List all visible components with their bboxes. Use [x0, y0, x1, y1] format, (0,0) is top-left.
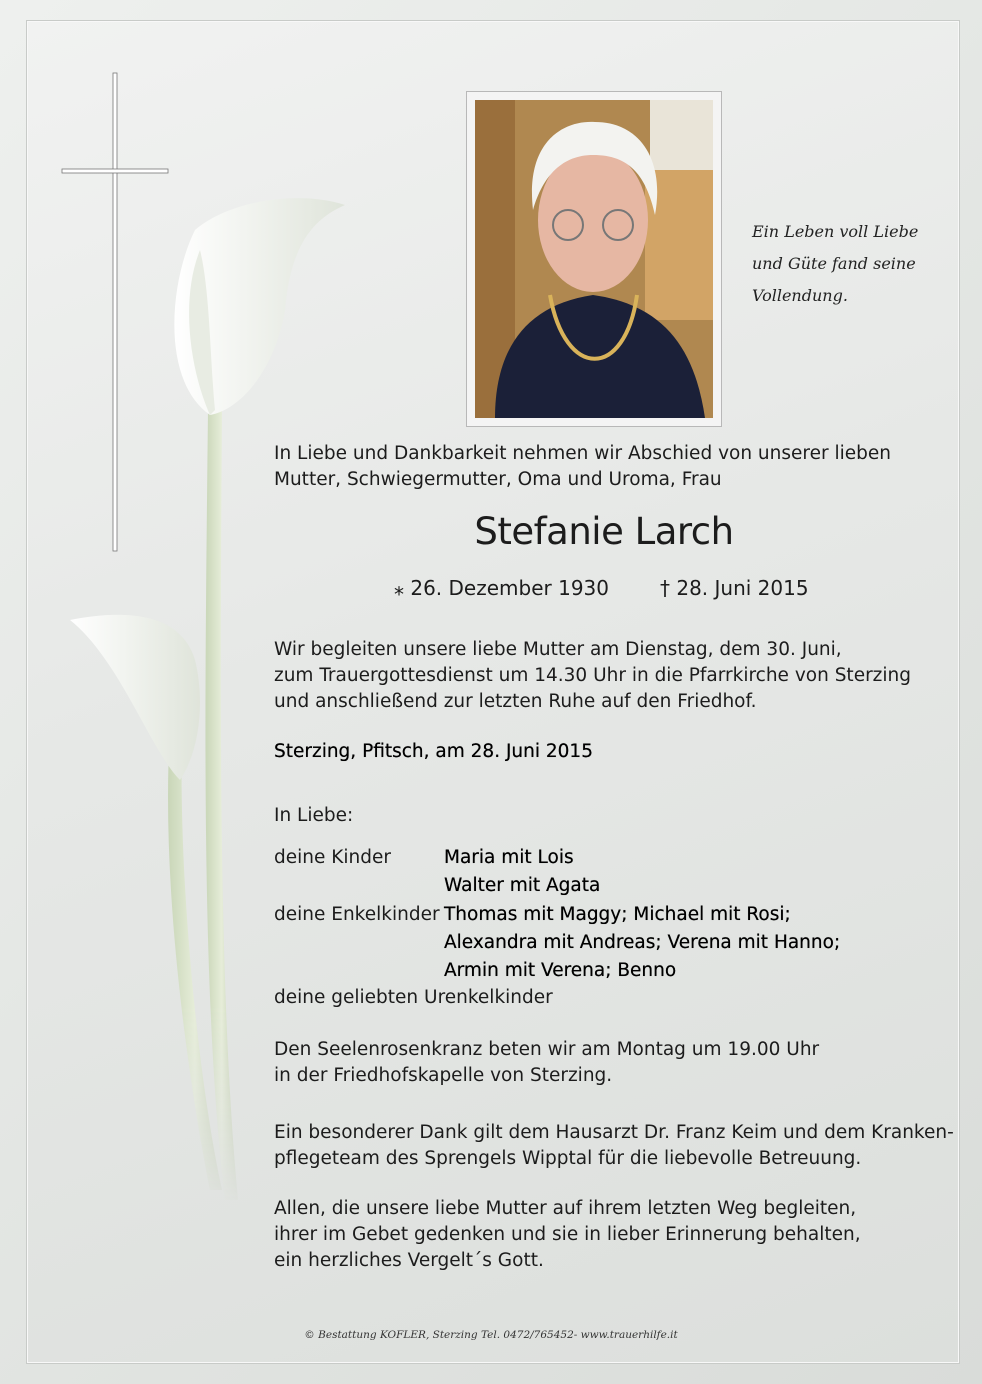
- death-date: † 28. Juni 2015: [660, 576, 809, 600]
- place-date: Sterzing, Pfitsch, am 28. Juni 2015: [274, 741, 593, 762]
- funeral-line: zum Trauergottesdienst um 14.30 Uhr in die Pfarrkirche von Sterzing: [274, 665, 911, 686]
- intro-line: In Liebe und Dankbarkeit nehmen wir Abschied von unserer lieben: [274, 443, 891, 464]
- family-member: Maria mit Lois: [444, 847, 574, 868]
- intro-text: [274, 441, 891, 493]
- funeral-line: Wir begleiten unsere liebe Mutter am Dienstag, dem 30. Juni,: [274, 639, 842, 660]
- rosary-line: in der Friedhofskapelle von Sterzing.: [274, 1065, 613, 1086]
- quote: [752, 216, 918, 312]
- family-member: Armin mit Verena; Benno: [444, 960, 677, 981]
- intro-line: Mutter, Schwiegermutter, Oma und Uroma, Frau: [274, 469, 722, 490]
- thanks-line: pflegeteam des Sprengels Wipptal für die liebevolle Betreuung.: [274, 1148, 862, 1169]
- rosary-text: [274, 1037, 819, 1089]
- portrait-image: [475, 100, 713, 418]
- deceased-name: Stefanie Larch: [474, 510, 734, 553]
- quote-line: und Güte fand seine: [752, 254, 916, 273]
- quote-line: Vollendung.: [752, 286, 848, 305]
- children-label: deine Kinder: [274, 847, 391, 868]
- thanks-line: Ein besonderer Dank gilt dem Hausarzt Dr. Franz Keim und dem Kranken-: [274, 1122, 954, 1143]
- portrait-photo: [466, 91, 722, 427]
- closing-line: Allen, die unsere liebe Mutter auf ihrem letzten Weg begleiten,: [274, 1198, 857, 1219]
- funeral-line: und anschließend zur letzten Ruhe auf den Friedhof.: [274, 691, 757, 712]
- footer-credit: © Bestattung KOFLER, Sterzing Tel. 0472/765452- www.trauerhilfe.it: [304, 1329, 678, 1341]
- closing-line: ein herzliches Vergelt´s Gott.: [274, 1250, 544, 1271]
- closing-line: ihrer im Gebet gedenken und sie in lieber Erinnerung behalten,: [274, 1224, 861, 1245]
- closing-text: [274, 1196, 861, 1274]
- family-member: Walter mit Agata: [444, 875, 601, 896]
- rosary-line: Den Seelenrosenkranz beten wir am Montag um 19.00 Uhr: [274, 1039, 820, 1060]
- funeral-text: [274, 637, 911, 715]
- family-list: [274, 845, 934, 1008]
- great-grandchildren-label: deine geliebten Urenkelkinder: [274, 987, 553, 1008]
- birth-date: ⁎ 26. Dezember 1930: [394, 576, 609, 600]
- quote-line: Ein Leben voll Liebe: [752, 222, 919, 241]
- thanks-text: [274, 1120, 954, 1172]
- family-member: Alexandra mit Andreas; Verena mit Hanno;: [444, 932, 841, 953]
- grandchildren-label: deine Enkelkinder: [274, 904, 440, 925]
- in-love-label: In Liebe:: [274, 805, 354, 826]
- family-member: Thomas mit Maggy; Michael mit Rosi;: [444, 904, 791, 925]
